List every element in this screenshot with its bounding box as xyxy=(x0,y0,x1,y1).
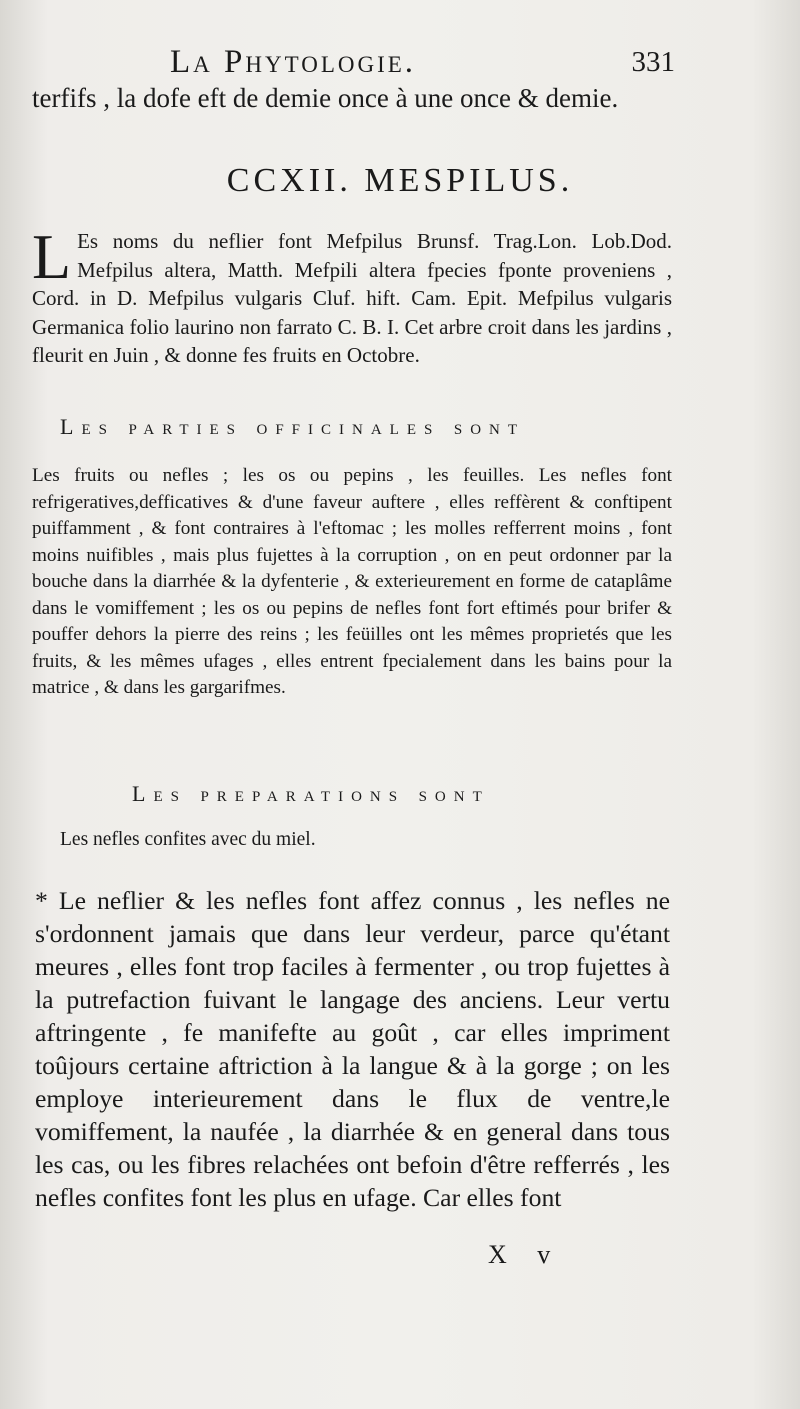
signature-mark: X v xyxy=(488,1240,563,1269)
page-number: 331 xyxy=(631,46,675,78)
names-paragraph xyxy=(32,221,672,370)
note-text: * Le neflier & les nefles font affez connus , les nefles ne s'ordonnent jamais que dans leur verdeur, parce qu'étant meures , elles font trop faciles à fermenter , ou trop fujettes à la putrefaction fuivant le langage des anciens. Leur vertu aftringente , fe manifefte au goût , car elles impriment toûjours certaine aftriction à la langue & à la gorge ; on les employe interieurement dans le flux de ventre,le vomiffement, la naufée , la diarrhée & en general dans tous les cas, ou les fibres relachées ont befoin d'être refferrés , les nefles confites font les plus en ufage. Car elles font xyxy=(35,886,670,1212)
names-text: Es noms du neflier font Mefpilus Brunsf. Trag.Lon. Lob.Dod. Mefpilus altera, Matth. Mefpili altera fpecies fponte proveniens , Cord. in D. Mefpilus vulgaris Cluf. hift. Cam. Epit. Mefpilus vulgaris Germanica folio laurino non farrato C. B. I. Cet arbre croit dans les jardins , fleurit en Juin , & donne fes fruits en Octobre. xyxy=(32,229,672,367)
drop-cap: L xyxy=(32,221,72,292)
opening-text: terfifs , la dofe eft de demie once à une once & demie. xyxy=(32,83,619,113)
section-heading-parts: Les parties officinales sont xyxy=(60,414,526,439)
chapter-title: CCXII. MESPILUS. xyxy=(226,162,574,199)
parts-text: Les fruits ou nefles ; les os ou pepins , les feuilles. Les nefles font refrigeratives,defficatives & d'une faveur auftere , elles reffèrent & conftipent puiffamment , & font contraires à l'eftomac ; les molles refferrent moins , font moins nuifibles , mais plus fujettes à la corruption , on en peut ordonner par la bouche dans la diarrhée & la dyfenterie , & exterieurement en forme de cataplâme dans le vomiffement ; les os ou pepins de nefles font fort eftimés pour brifer & pouffer dehors la pierre des reins ; les feüilles ont les mêmes proprietés que les fruits, & les mêmes ufages , elles entrent fpecialement dans les bains pour la matrice , & dans les gargarifmes. xyxy=(32,465,672,698)
page-header xyxy=(160,44,675,84)
preparations-paragraph xyxy=(60,826,660,854)
parts-paragraph xyxy=(32,463,672,702)
opening-paragraph xyxy=(32,82,672,115)
section-heading-preparations: Les preparations sont xyxy=(132,781,490,806)
note-paragraph xyxy=(35,884,670,1214)
preparations-text: Les nefles confites avec du miel. xyxy=(60,829,316,850)
names-text-wrapper xyxy=(32,221,672,370)
running-title: La Phytologie. xyxy=(170,44,417,80)
